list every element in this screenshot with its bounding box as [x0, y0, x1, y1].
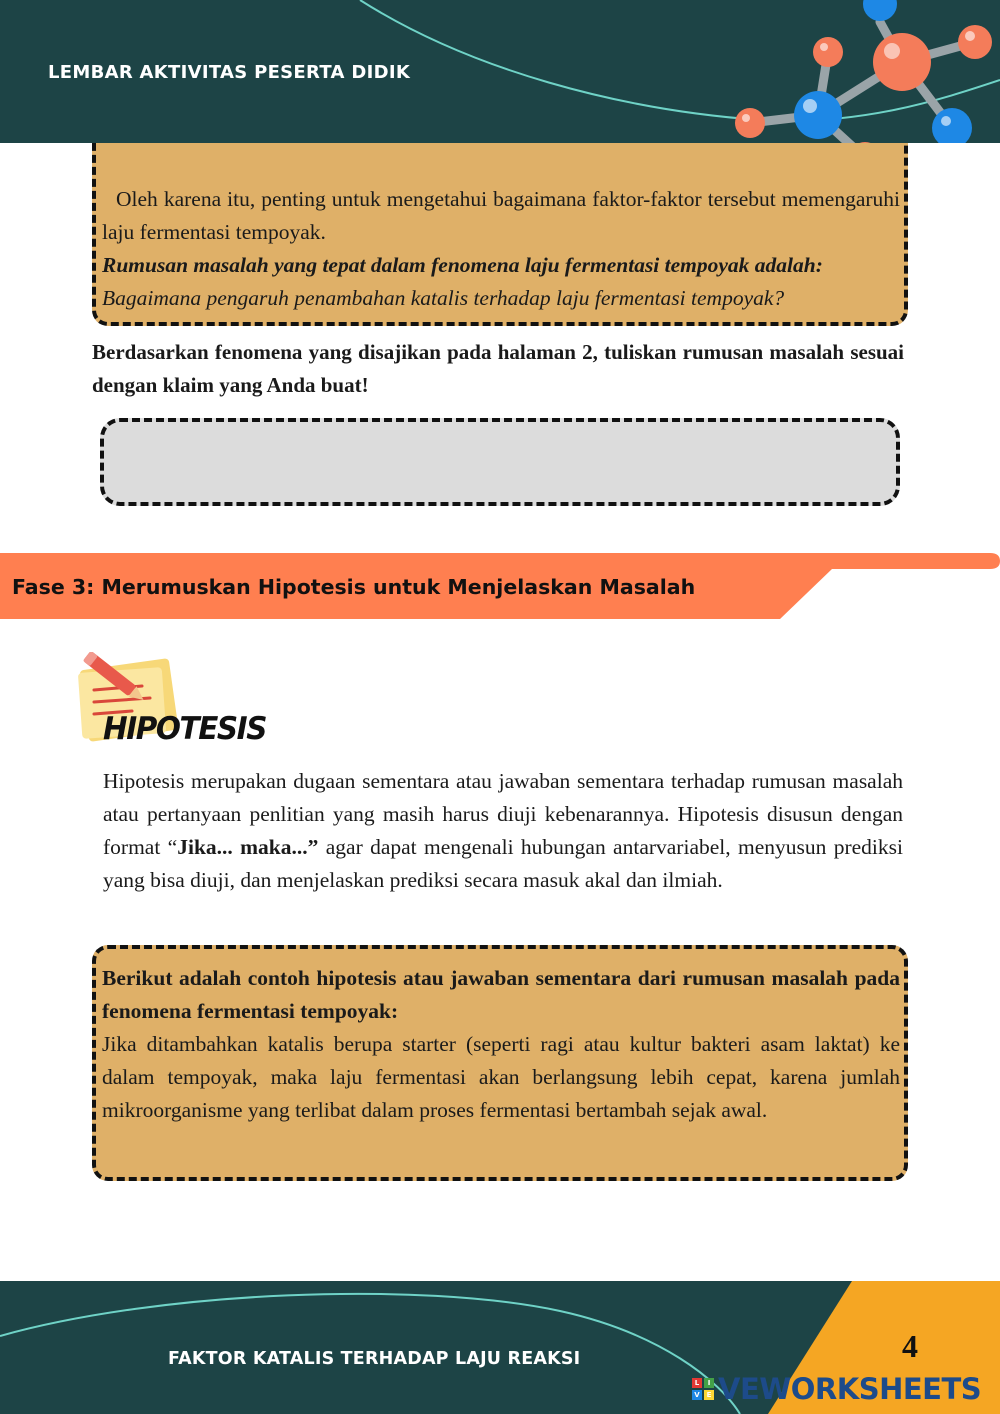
header-title: LEMBAR AKTIVITAS PESERTA DIDIK — [48, 62, 411, 83]
hipotesis-para-part2: agar dapat mengenali hubungan antarvariabel, menyusun prediksi yang bisa diuji, dan menjelaskan prediksi secara masuk akal dan ilmiah. — [103, 835, 903, 892]
problem-paragraph: Oleh karena itu, penting untuk mengetahui bagaimana faktor-faktor tersebut memengaruhi laju fermentasi tempoyak. — [102, 187, 900, 244]
hipotesis-heading: HIPOTESIS — [103, 711, 266, 747]
problem-answer-input[interactable] — [100, 418, 900, 506]
footer-title: FAKTOR KATALIS TERHADAP LAJU REAKSI — [168, 1349, 581, 1369]
problem-label: Rumusan masalah yang tepat dalam fenomena laju fermentasi tempoyak adalah: — [102, 253, 823, 277]
instruction-text: Berdasarkan fenomena yang disajikan pada halaman 2, tuliskan rumusan masalah sesuai dengan klaim yang Anda buat! — [92, 340, 904, 397]
molecule-icon — [720, 0, 1000, 143]
hipotesis-para-part1: Hipotesis merupakan dugaan sementara atau jawaban sementara terhadap rumusan masalah atau pertanyaan penlitian yang masih harus diuji kebenarannya. Hipotesis disusun dengan format “ — [103, 769, 903, 859]
hypothesis-example-text — [102, 962, 900, 1127]
hipotesis-format: Jika... maka...” — [177, 835, 319, 859]
liveworksheets-logo-icon: L I V E — [692, 1378, 714, 1400]
phase-title: Fase 3: Merumuskan Hipotesis untuk Menjelaskan Masalah — [12, 575, 696, 599]
hypothesis-example-body: Jika ditambahkan katalis berupa starter (seperti ragi atau kultur bakteri asam laktat) ke dalam tempoyak, maka laju fermentasi akan berlangsung lebih cepat, karena jumlah mikroorganisme yang terlibat dalam proses fermentasi bertambah sejak awal. — [102, 1032, 900, 1122]
hipotesis-definition — [103, 765, 903, 897]
hypothesis-example-lead: Berikut adalah contoh hipotesis atau jawaban sementara dari rumusan masalah pada fenomena fermentasi tempoyak: — [102, 966, 900, 1023]
page-number: 4 — [902, 1328, 918, 1364]
liveworksheets-logo-text: VEWORKSHEETS — [718, 1372, 982, 1406]
problem-statement-text — [102, 183, 900, 315]
problem-question: Bagaimana pengaruh penambahan katalis terhadap laju fermentasi tempoyak? — [102, 286, 785, 310]
page-header — [0, 0, 1000, 143]
liveworksheets-logo — [692, 1372, 981, 1406]
